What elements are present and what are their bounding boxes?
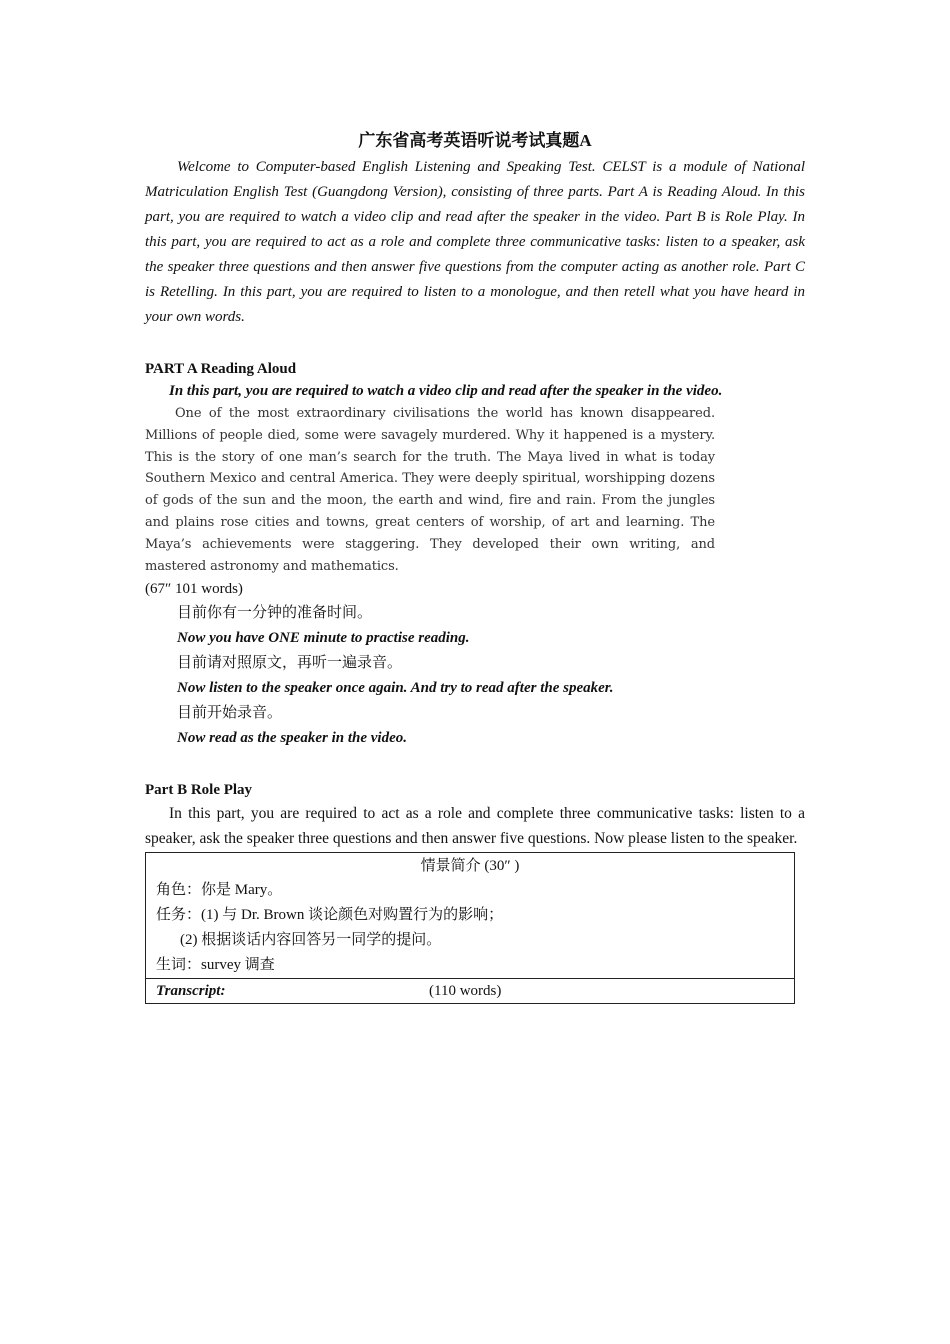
scenario-task-2: (2) 根据谈话内容回答另一同学的提问。 (180, 932, 442, 949)
transcript-label: Transcript: (156, 983, 226, 1000)
scenario-vocab: 生词：survey 调查 (156, 957, 275, 974)
passage-word-count: (67″ 101 words) (145, 581, 243, 598)
intro-paragraph: Welcome to Computer-based English Listening and Speaking Test. CELST is a module of National Matriculation English Test (Guangdong Version), consisting of three parts. Part A is Reading Aloud. In this part, you are required to watch a video clip and read after the speaker in the video. Part B is Role Play. In this part, you are required to act as a role and complete three communicative tasks: listen to a speaker, ask the speaker three questions and then answer five questions from the computer acting as another role. Part C is Retelling. In this part, you are required to listen to a monologue, and then retell what you have heard in your own words. (145, 159, 805, 325)
transcript-word-count: (110 words) (429, 983, 502, 1000)
prep-time-zh: 目前你有一分钟的准备时间。 (177, 605, 373, 622)
document-title: 广东省高考英语听说考试真题A (358, 131, 592, 150)
start-recording-en: Now read as the speaker in the video. (177, 730, 407, 747)
scenario-title: 情景简介 (30″ ) (420, 858, 520, 875)
reading-passage: One of the most extraordinary civilisations the world has known disappeared. Millions of people died, some were savagely murdered. Why it happened is a mystery. This is the story of one man’s search for the truth. The Maya lived in what is today Southern Mexico and central America. They were deeply spiritual, worshipping dozens of gods of the sun and the moon, the earth and wind, fire and rain. From the jungles and plains rose cities and towns, great centers of worship, of art and learning. The Maya’s achievements were staggering. They developed their own writing, and mastered astronomy and mathematics. (145, 406, 715, 574)
listen-again-zh: 目前请对照原文，再听一遍录音。 (177, 655, 403, 672)
part-b-heading: Part B Role Play (145, 782, 253, 799)
scenario-task-1: 任务：(1) 与 Dr. Brown 谈论颜色对购置行为的影响； (156, 907, 504, 924)
scenario-box (145, 852, 795, 1004)
part-a-heading: PART A Reading Aloud (145, 361, 297, 377)
part-a-instruction: In this part, you are required to watch a video clip and read after the speaker in the video. (169, 383, 723, 399)
start-recording-zh: 目前开始录音。 (177, 705, 283, 722)
transcript-cell (146, 979, 795, 1004)
prep-time-en: Now you have ONE minute to practise reading. (177, 630, 470, 647)
scenario-role: 角色：你是 Mary。 (156, 882, 283, 899)
listen-again-en: Now listen to the speaker once again. And try to read after the speaker. (177, 680, 614, 697)
scenario-cell (146, 853, 795, 979)
document-page (145, 120, 805, 1004)
part-b-instruction: In this part, you are required to act as a role and complete three communicative tasks: listen to a speaker, ask the speaker three questions and then answer five questions. Now please listen to the speaker. (145, 805, 805, 848)
